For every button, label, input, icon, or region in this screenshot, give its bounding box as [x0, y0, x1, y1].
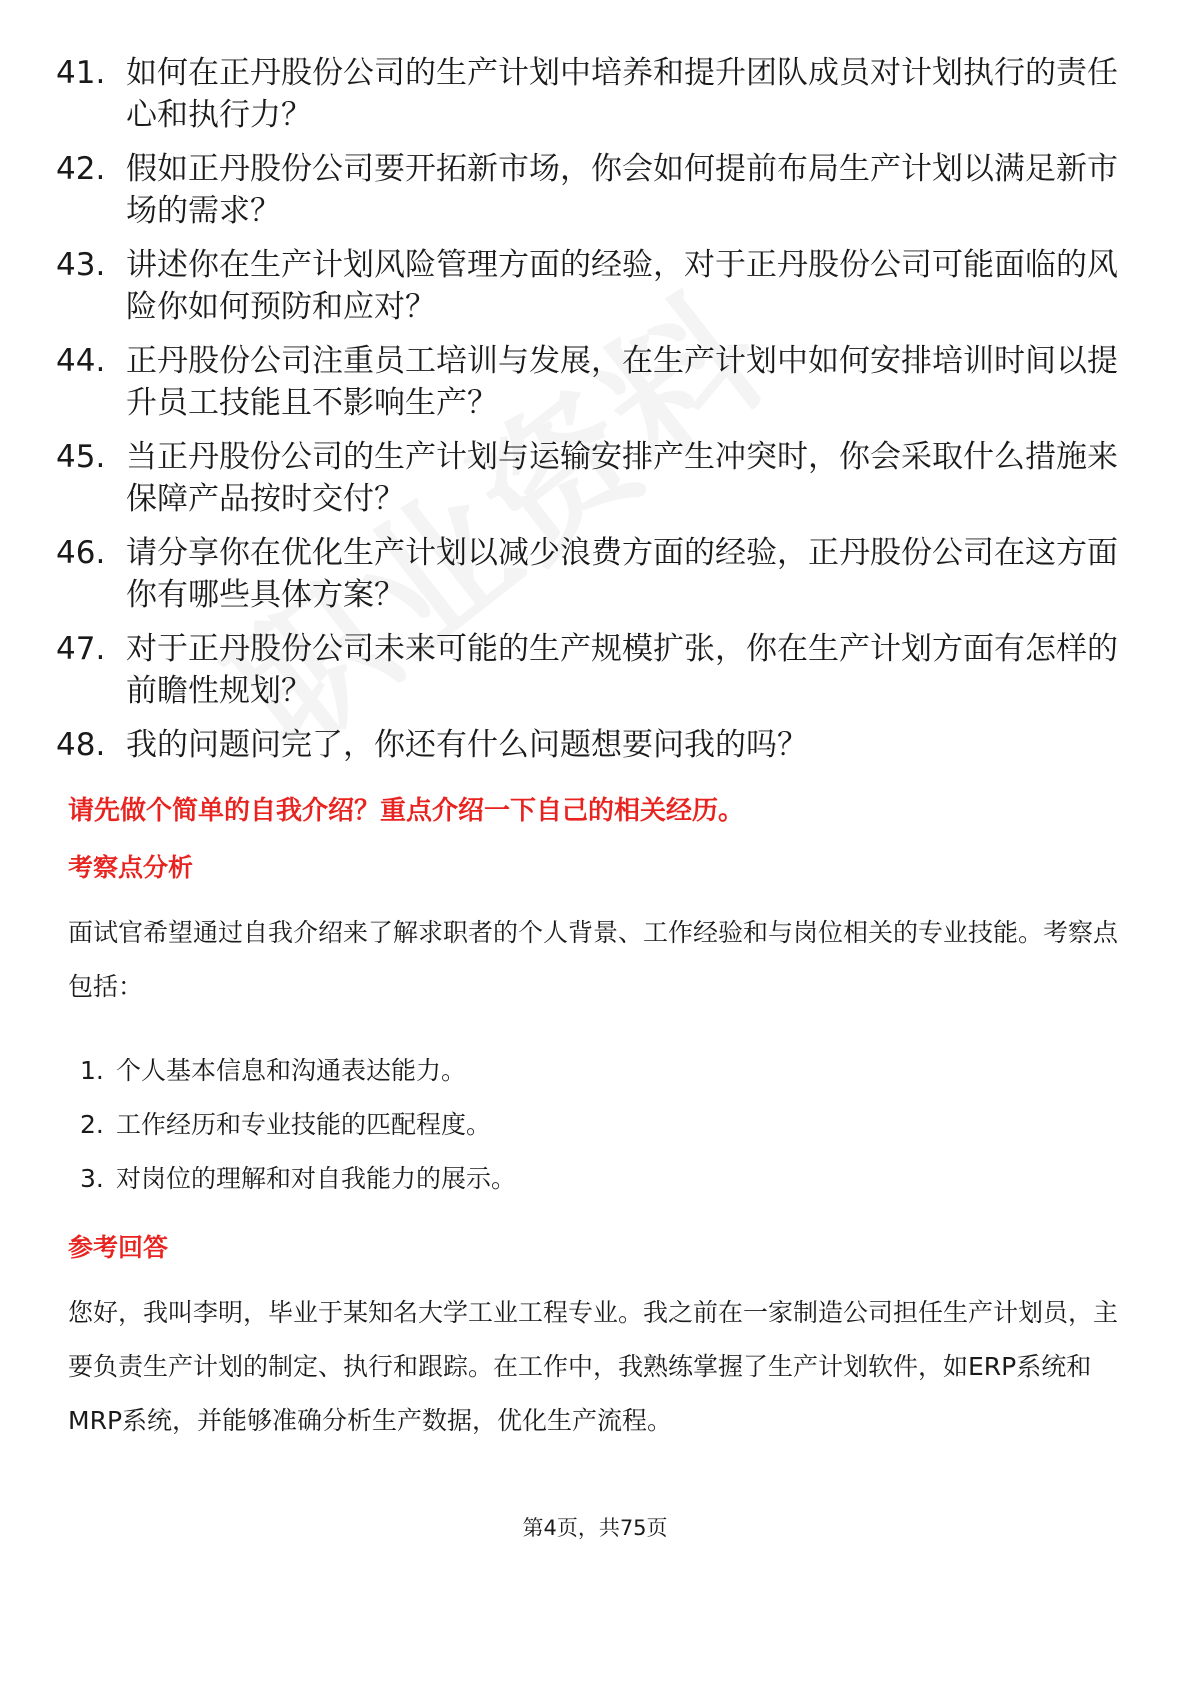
question-item	[56, 628, 1131, 712]
question-number: 46.	[56, 535, 106, 571]
question-text: 对于正丹股份公司未来可能的生产规模扩张，你在生产计划方面有怎样的前瞻性规划？	[126, 631, 1118, 709]
question-number: 43.	[56, 247, 106, 283]
answer-heading: 参考回答	[68, 1233, 169, 1262]
question-item	[56, 52, 1131, 136]
question-number: 44.	[56, 343, 106, 379]
analysis-point	[80, 1152, 516, 1206]
question-number: 42.	[56, 151, 106, 187]
point-text: 工作经历和专业技能的匹配程度。	[116, 1110, 492, 1139]
question-list	[56, 52, 1131, 778]
question-text: 假如正丹股份公司要开拓新市场，你会如何提前布局生产计划以满足新市场的需求？	[126, 151, 1118, 229]
analysis-point	[80, 1098, 516, 1152]
analysis-points	[80, 1044, 516, 1206]
question-item	[56, 340, 1131, 424]
question-text: 讲述你在生产计划风险管理方面的经验，对于正丹股份公司可能面临的风险你如何预防和应对？	[126, 247, 1118, 325]
answer-paragraph: 您好，我叫李明，毕业于某知名大学工业工程专业。我之前在一家制造公司担任生产计划员，主要负责生产计划的制定、执行和跟踪。在工作中，我熟练掌握了生产计划软件，如ERP系统和MRP系统，并能够准确分析生产数据，优化生产流程。	[68, 1298, 1119, 1435]
question-item	[56, 724, 1131, 766]
question-item	[56, 436, 1131, 520]
question-item	[56, 148, 1131, 232]
question-item	[56, 244, 1131, 328]
analysis-heading: 考察点分析	[68, 853, 194, 882]
question-number: 48.	[56, 727, 106, 763]
analysis-paragraph: 面试官希望通过自我介绍来了解求职者的个人背景、工作经验和与岗位相关的专业技能。考察点包括：	[68, 918, 1119, 1001]
point-number: 1.	[80, 1056, 104, 1085]
point-text: 个人基本信息和沟通表达能力。	[116, 1056, 467, 1085]
question-number: 47.	[56, 631, 106, 667]
question-number: 45.	[56, 439, 106, 475]
question-text: 如何在正丹股份公司的生产计划中培养和提升团队成员对计划执行的责任心和执行力？	[126, 55, 1118, 133]
question-text: 当正丹股份公司的生产计划与运输安排产生冲突时，你会采取什么措施来保障产品按时交付？	[126, 439, 1118, 517]
question-text: 正丹股份公司注重员工培训与发展，在生产计划中如何安排培训时间以提升员工技能且不影响生产？	[126, 343, 1118, 421]
analysis-point	[80, 1044, 516, 1098]
point-number: 3.	[80, 1164, 104, 1193]
question-number: 41.	[56, 55, 106, 91]
question-item	[56, 532, 1131, 616]
point-text: 对岗位的理解和对自我能力的展示。	[116, 1164, 517, 1193]
question-text: 请分享你在优化生产计划以减少浪费方面的经验，正丹股份公司在这方面你有哪些具体方案？	[126, 535, 1118, 613]
question-text: 我的问题问完了，你还有什么问题想要问我的吗？	[126, 727, 808, 763]
point-number: 2.	[80, 1110, 104, 1139]
page-footer: 第4页，共75页	[522, 1516, 668, 1540]
featured-question-heading: 请先做个简单的自我介绍？重点介绍一下自己的相关经历。	[68, 796, 745, 826]
